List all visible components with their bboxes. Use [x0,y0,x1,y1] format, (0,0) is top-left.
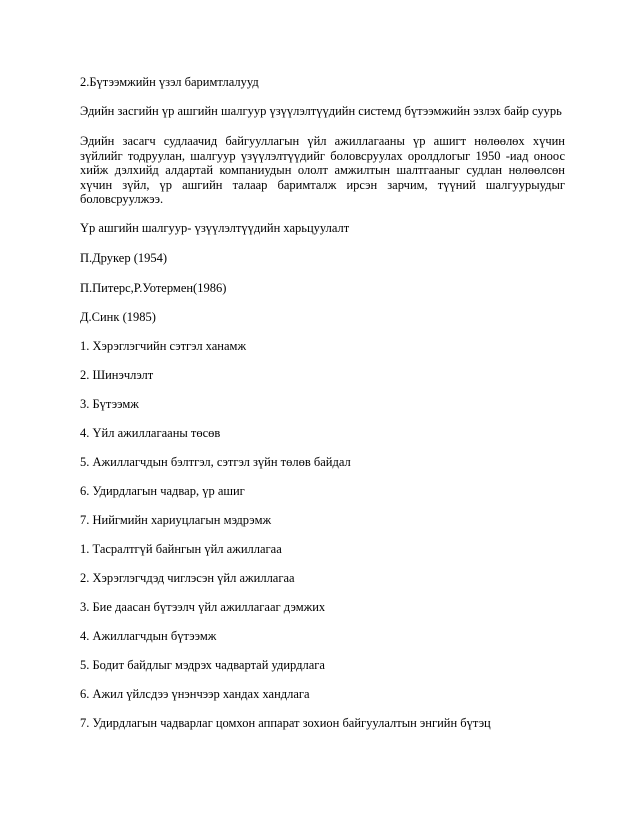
author-item: Д.Синк (1985) [80,310,156,324]
list-two-item: 2. Хэрэглэгчдэд чиглэсэн үйл ажиллагаа [80,571,295,585]
criteria-title: Үр ашгийн шалгуур- үзүүлэлтүүдийн харьцуулалт [80,221,350,235]
list-two-item: 7. Удирдлагын чадварлаг цомхон аппарат зохион байгуулалтын энгийн бүтэц [80,716,491,730]
list-two-item: 3. Бие даасан бүтээлч үйл ажиллагааг дэмжих [80,600,326,614]
list-one-item: 5. Ажиллагчдын бэлтгэл, сэтгэл зүйн төлөв байдал [80,455,351,469]
author-item: П.Питерс,Р.Уотермен(1986) [80,281,227,295]
list-two-item: 6. Ажил үйлсдээ үнэнчээр хандах хандлага [80,687,310,701]
list-two-item: 1. Тасралтгүй байнгын үйл ажиллагаа [80,542,282,556]
section-subheading: Эдийн засгийн үр ашгийн шалгуур үзүүлэлтүүдийн системд бүтээмжийн эзлэх байр суурь [80,104,562,118]
list-one-item: 1. Хэрэглэгчийн сэтгэл ханамж [80,339,247,353]
list-two-item: 5. Бодит байдлыг мэдрэх чадвартай удирдлага [80,658,325,672]
section-heading: 2.Бүтээмжийн үзэл баримтлалууд [80,75,259,89]
list-one-item: 6. Удирдлагын чадвар, үр ашиг [80,484,245,498]
list-one-item: 3. Бүтээмж [80,397,139,411]
list-one-item: 2. Шинэчлэлт [80,368,154,382]
list-one-item: 7. Нийгмийн хариуцлагын мэдрэмж [80,513,272,527]
body-paragraph: Эдийн засагч судлаачид байгууллагын үйл ажиллагааны үр ашигт нөлөөлөх хүчин зүйлийг тодруулан, шалгуур үзүүлэлтүүдийг боловсруулах оролдлогыг 1950 -иад оноос хийж дэлхийд алдартай компаниудын ололт амжилтын шалтгааныг судлан нөлөөлсөн хүчин зүйл, үр ашгийн талаар баримталж ирсэн зарчим, түүний шалгуурыудыг боловсруулжээ. [80,134,565,207]
author-item: П.Друкер (1954) [80,251,168,265]
list-one-item: 4. Үйл ажиллагааны төсөв [80,426,221,440]
list-two-item: 4. Ажиллагчдын бүтээмж [80,629,217,643]
